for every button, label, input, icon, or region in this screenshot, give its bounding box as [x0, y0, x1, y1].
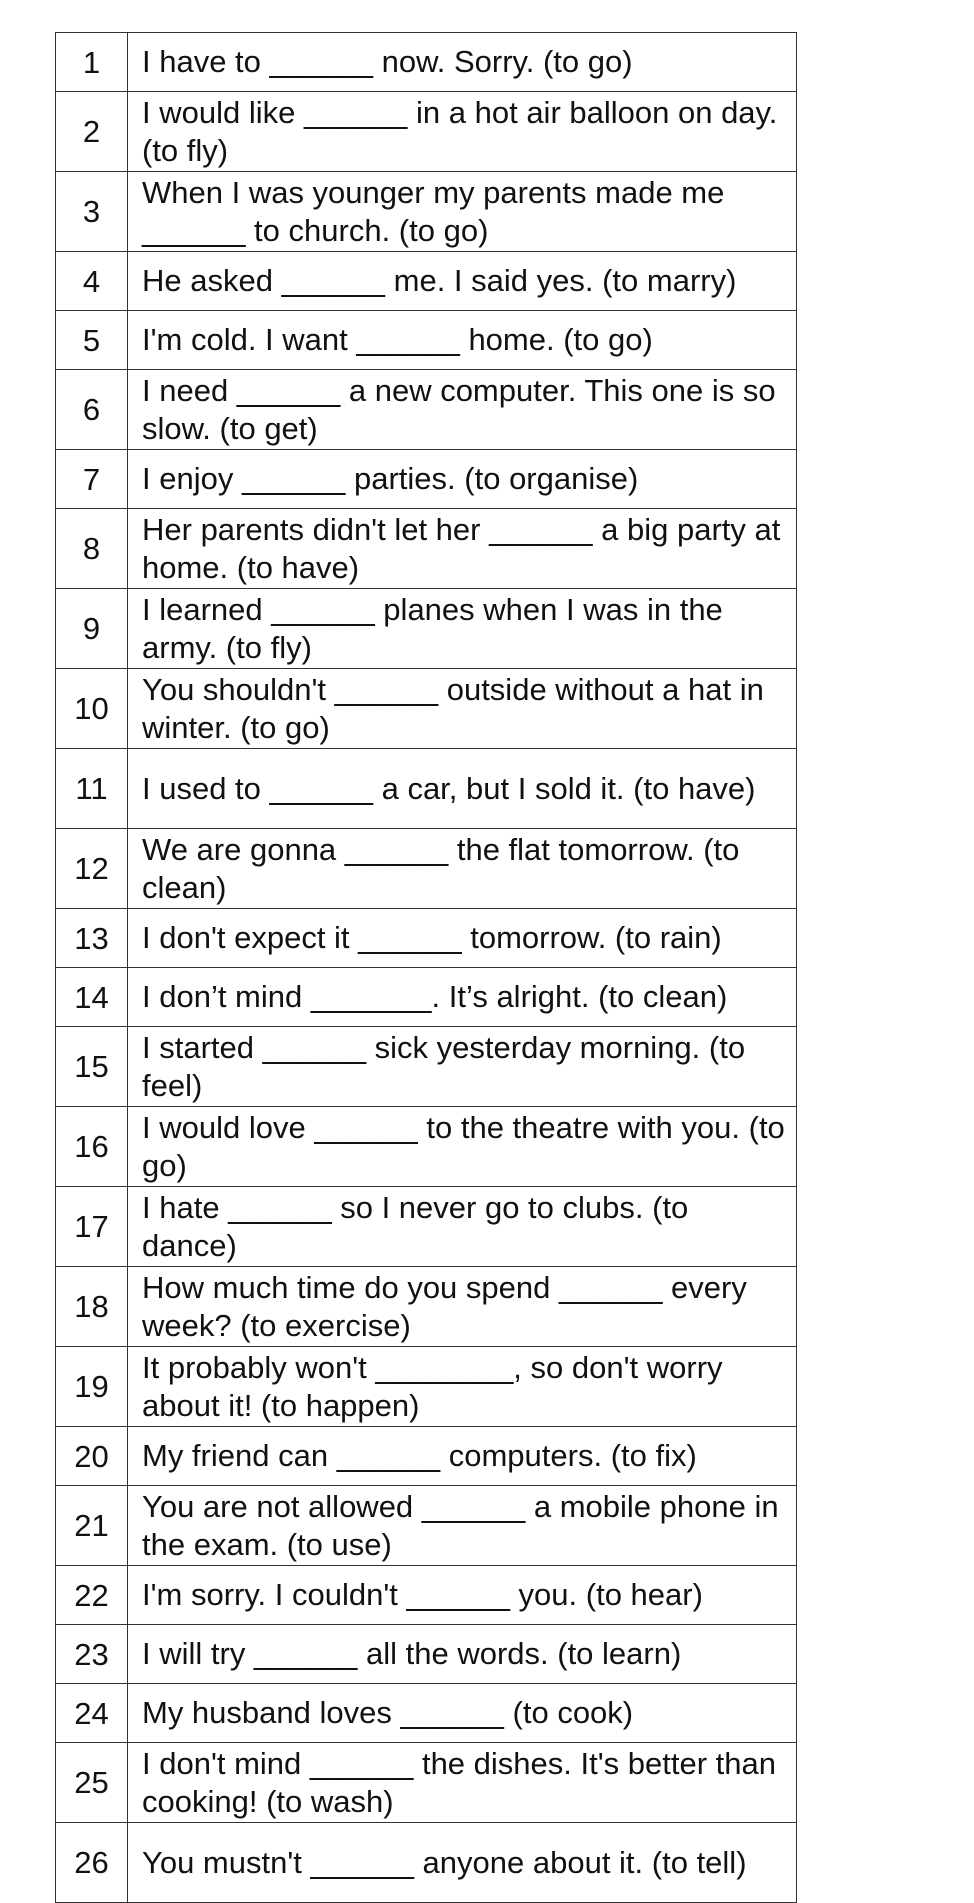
exercise-row-1 — [56, 33, 797, 92]
item-number: 6 — [56, 370, 128, 450]
exercise-row-10 — [56, 669, 797, 749]
item-number: 24 — [56, 1684, 128, 1743]
sentence-text: Her parents didn't let her ______ a big party at home. (to have) — [128, 509, 797, 589]
exercise-row-4 — [56, 252, 797, 311]
sentence-text: I started ______ sick yesterday morning. (to feel) — [128, 1027, 797, 1107]
exercise-row-22 — [56, 1566, 797, 1625]
item-number: 19 — [56, 1347, 128, 1427]
sentence-text: You mustn't ______ anyone about it. (to tell) — [128, 1823, 797, 1903]
item-number: 12 — [56, 829, 128, 909]
sentence-text: You shouldn't ______ outside without a hat in winter. (to go) — [128, 669, 797, 749]
sentence-text: How much time do you spend ______ every week? (to exercise) — [128, 1267, 797, 1347]
sentence-text: When I was younger my parents made me ______ to church. (to go) — [128, 172, 797, 252]
sentence-text: I enjoy ______ parties. (to organise) — [128, 450, 797, 509]
sentence-text: I have to ______ now. Sorry. (to go) — [128, 33, 797, 92]
item-number: 15 — [56, 1027, 128, 1107]
item-number: 10 — [56, 669, 128, 749]
item-number: 5 — [56, 311, 128, 370]
exercise-row-12 — [56, 829, 797, 909]
exercise-row-15 — [56, 1027, 797, 1107]
sentence-text: I used to ______ a car, but I sold it. (to have) — [128, 749, 797, 829]
item-number: 17 — [56, 1187, 128, 1267]
sentence-text: I'm cold. I want ______ home. (to go) — [128, 311, 797, 370]
item-number: 26 — [56, 1823, 128, 1903]
item-number: 9 — [56, 589, 128, 669]
item-number: 13 — [56, 909, 128, 968]
sentence-text: It probably won't ________, so don't worry about it! (to happen) — [128, 1347, 797, 1427]
sentence-text: I don’t mind _______. It’s alright. (to clean) — [128, 968, 797, 1027]
exercise-row-19 — [56, 1347, 797, 1427]
sentence-text: I don't expect it ______ tomorrow. (to rain) — [128, 909, 797, 968]
item-number: 25 — [56, 1743, 128, 1823]
item-number: 20 — [56, 1427, 128, 1486]
sentence-text: I'm sorry. I couldn't ______ you. (to hear) — [128, 1566, 797, 1625]
sentence-text: I don't mind ______ the dishes. It's better than cooking! (to wash) — [128, 1743, 797, 1823]
sentence-text: We are gonna ______ the flat tomorrow. (to clean) — [128, 829, 797, 909]
item-number: 2 — [56, 92, 128, 172]
exercise-row-3 — [56, 172, 797, 252]
item-number: 4 — [56, 252, 128, 311]
sentence-text: I hate ______ so I never go to clubs. (to dance) — [128, 1187, 797, 1267]
exercise-row-9 — [56, 589, 797, 669]
exercise-row-21 — [56, 1486, 797, 1566]
sentence-text: I will try ______ all the words. (to learn) — [128, 1625, 797, 1684]
item-number: 11 — [56, 749, 128, 829]
exercise-row-26 — [56, 1823, 797, 1903]
item-number: 21 — [56, 1486, 128, 1566]
item-number: 3 — [56, 172, 128, 252]
exercise-row-2 — [56, 92, 797, 172]
sentence-text: He asked ______ me. I said yes. (to marry) — [128, 252, 797, 311]
exercise-row-11 — [56, 749, 797, 829]
exercise-row-16 — [56, 1107, 797, 1187]
item-number: 14 — [56, 968, 128, 1027]
exercise-row-6 — [56, 370, 797, 450]
exercise-row-24 — [56, 1684, 797, 1743]
item-number: 22 — [56, 1566, 128, 1625]
sentence-text: I learned ______ planes when I was in the army. (to fly) — [128, 589, 797, 669]
sentence-text: I would like ______ in a hot air balloon on day. (to fly) — [128, 92, 797, 172]
sentence-text: My friend can ______ computers. (to fix) — [128, 1427, 797, 1486]
item-number: 18 — [56, 1267, 128, 1347]
sentence-text: My husband loves ______ (to cook) — [128, 1684, 797, 1743]
item-number: 1 — [56, 33, 128, 92]
exercise-row-8 — [56, 509, 797, 589]
sentence-text: I would love ______ to the theatre with you. (to go) — [128, 1107, 797, 1187]
item-number: 23 — [56, 1625, 128, 1684]
item-number: 16 — [56, 1107, 128, 1187]
exercise-row-18 — [56, 1267, 797, 1347]
exercise-table — [55, 32, 797, 1903]
exercise-row-17 — [56, 1187, 797, 1267]
sentence-text: I need ______ a new computer. This one is so slow. (to get) — [128, 370, 797, 450]
item-number: 8 — [56, 509, 128, 589]
exercise-row-5 — [56, 311, 797, 370]
exercise-row-14 — [56, 968, 797, 1027]
exercise-sheet — [55, 32, 785, 1903]
exercise-row-7 — [56, 450, 797, 509]
exercise-rows — [56, 33, 797, 1903]
exercise-row-20 — [56, 1427, 797, 1486]
exercise-row-23 — [56, 1625, 797, 1684]
exercise-row-25 — [56, 1743, 797, 1823]
sentence-text: You are not allowed ______ a mobile phone in the exam. (to use) — [128, 1486, 797, 1566]
exercise-row-13 — [56, 909, 797, 968]
item-number: 7 — [56, 450, 128, 509]
